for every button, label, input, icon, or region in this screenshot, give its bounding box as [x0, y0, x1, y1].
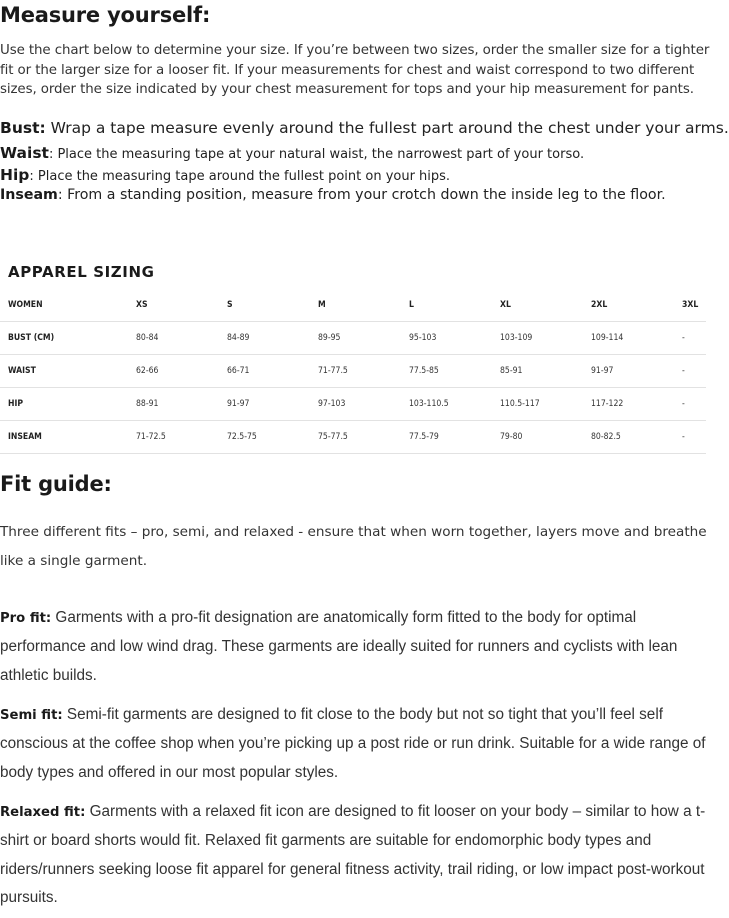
table-cell: 77.5-85 — [409, 355, 500, 388]
table-cell: - — [682, 355, 706, 388]
column-header: 2XL — [591, 289, 682, 322]
fit-text: Garments with a pro-fit designation are anatomically form fitted to the body for optimal performance and low wind drag. These garments are ideally suited for runners and cyclists with lean athletic builds. — [0, 609, 678, 684]
column-header: S — [227, 289, 318, 322]
table-cell: 109-114 — [591, 322, 682, 355]
row-label: WAIST — [0, 355, 136, 388]
table-cell: - — [682, 388, 706, 421]
measure-text: : Place the measuring tape at your natural waist, the narrowest part of your torso. — [48, 147, 585, 162]
row-label: HIP — [0, 388, 136, 421]
table-cell: 88-91 — [136, 388, 227, 421]
column-header: WOMEN — [0, 289, 136, 322]
measure-heading: Measure yourself: — [0, 3, 211, 27]
column-header: L — [409, 289, 500, 322]
measure-inseam — [0, 187, 729, 203]
table-row — [0, 322, 706, 355]
table-cell: 75-77.5 — [318, 421, 409, 454]
table-cell: 91-97 — [227, 388, 318, 421]
table-cell: - — [682, 322, 706, 355]
table-cell: 103-110.5 — [409, 388, 500, 421]
table-cell: 103-109 — [500, 322, 591, 355]
fit-relaxed-paragraph — [0, 798, 726, 913]
table-cell: 110.5-117 — [500, 388, 591, 421]
row-label: BUST (CM) — [0, 322, 136, 355]
table-cell: 95-103 — [409, 322, 500, 355]
fit-semi-paragraph — [0, 701, 726, 787]
measure-term: Inseam — [0, 187, 58, 203]
fit-text: Semi-fit garments are designed to fit close to the body but not so tight that you’ll feel self conscious at the coffee shop when you’re picking up a post ride or run drink. Suitable for a wide range of body types and offered in our most popular styles. — [0, 706, 706, 781]
fit-pro-paragraph — [0, 604, 726, 690]
sizing-title: APPAREL SIZING — [8, 263, 155, 281]
measure-text: : Place the measuring tape around the fullest point on your hips. — [29, 169, 451, 184]
table-cell: 89-95 — [318, 322, 409, 355]
measure-term: Waist — [0, 144, 49, 162]
table-row — [0, 421, 706, 454]
table-cell: - — [682, 421, 706, 454]
row-label: INSEAM — [0, 421, 136, 454]
table-cell: 71-72.5 — [136, 421, 227, 454]
fit-guide-intro: Three different fits – pro, semi, and relaxed - ensure that when worn together, layers move and breathe like a single garment. — [0, 524, 707, 569]
measure-term: Hip — [0, 166, 30, 184]
table-header-row — [0, 289, 706, 322]
table-cell: 117-122 — [591, 388, 682, 421]
table-row — [0, 355, 706, 388]
table-cell: 80-82.5 — [591, 421, 682, 454]
measure-bust — [0, 119, 729, 137]
measure-term: Bust: — [0, 119, 46, 137]
column-header: M — [318, 289, 409, 322]
table-cell: 97-103 — [318, 388, 409, 421]
table-cell: 77.5-79 — [409, 421, 500, 454]
measure-text: : From a standing position, measure from your crotch down the inside leg to the floor. — [57, 187, 666, 203]
measure-text: Wrap a tape measure evenly around the fullest part around the chest under your arms. — [45, 119, 729, 137]
table-cell: 84-89 — [227, 322, 318, 355]
column-header: 3XL — [682, 289, 706, 322]
fit-term: Pro fit: — [0, 611, 52, 626]
column-header: XS — [136, 289, 227, 322]
table-cell: 71-77.5 — [318, 355, 409, 388]
sizing-table — [0, 289, 706, 454]
measure-waist — [0, 144, 729, 162]
table-cell: 79-80 — [500, 421, 591, 454]
fit-guide-heading: Fit guide: — [0, 472, 112, 496]
fit-term: Relaxed fit: — [0, 805, 86, 820]
table-cell: 66-71 — [227, 355, 318, 388]
measure-hip — [0, 166, 729, 184]
table-cell: 62-66 — [136, 355, 227, 388]
measure-intro: Use the chart below to determine your size. If you’re between two sizes, order the smaller size for a tighter fit or the larger size for a looser fit. If your measurements for chest and waist correspond to two different sizes, order the size indicated by your chest measurement for tops and your hip measurement for pants. — [0, 43, 710, 97]
table-cell: 72.5-75 — [227, 421, 318, 454]
fit-term: Semi fit: — [0, 708, 63, 723]
column-header: XL — [500, 289, 591, 322]
table-cell: 80-84 — [136, 322, 227, 355]
table-cell: 85-91 — [500, 355, 591, 388]
fit-text: Garments with a relaxed fit icon are designed to fit looser on your body – similar to how a t-shirt or board shorts would fit. Relaxed fit garments are suitable for endomorphic body types and riders/runners seeking loose fit apparel for general fitness activity, trail riding, or low impact post-workout pursuits. — [0, 803, 706, 907]
table-row — [0, 388, 706, 421]
table-cell: 91-97 — [591, 355, 682, 388]
